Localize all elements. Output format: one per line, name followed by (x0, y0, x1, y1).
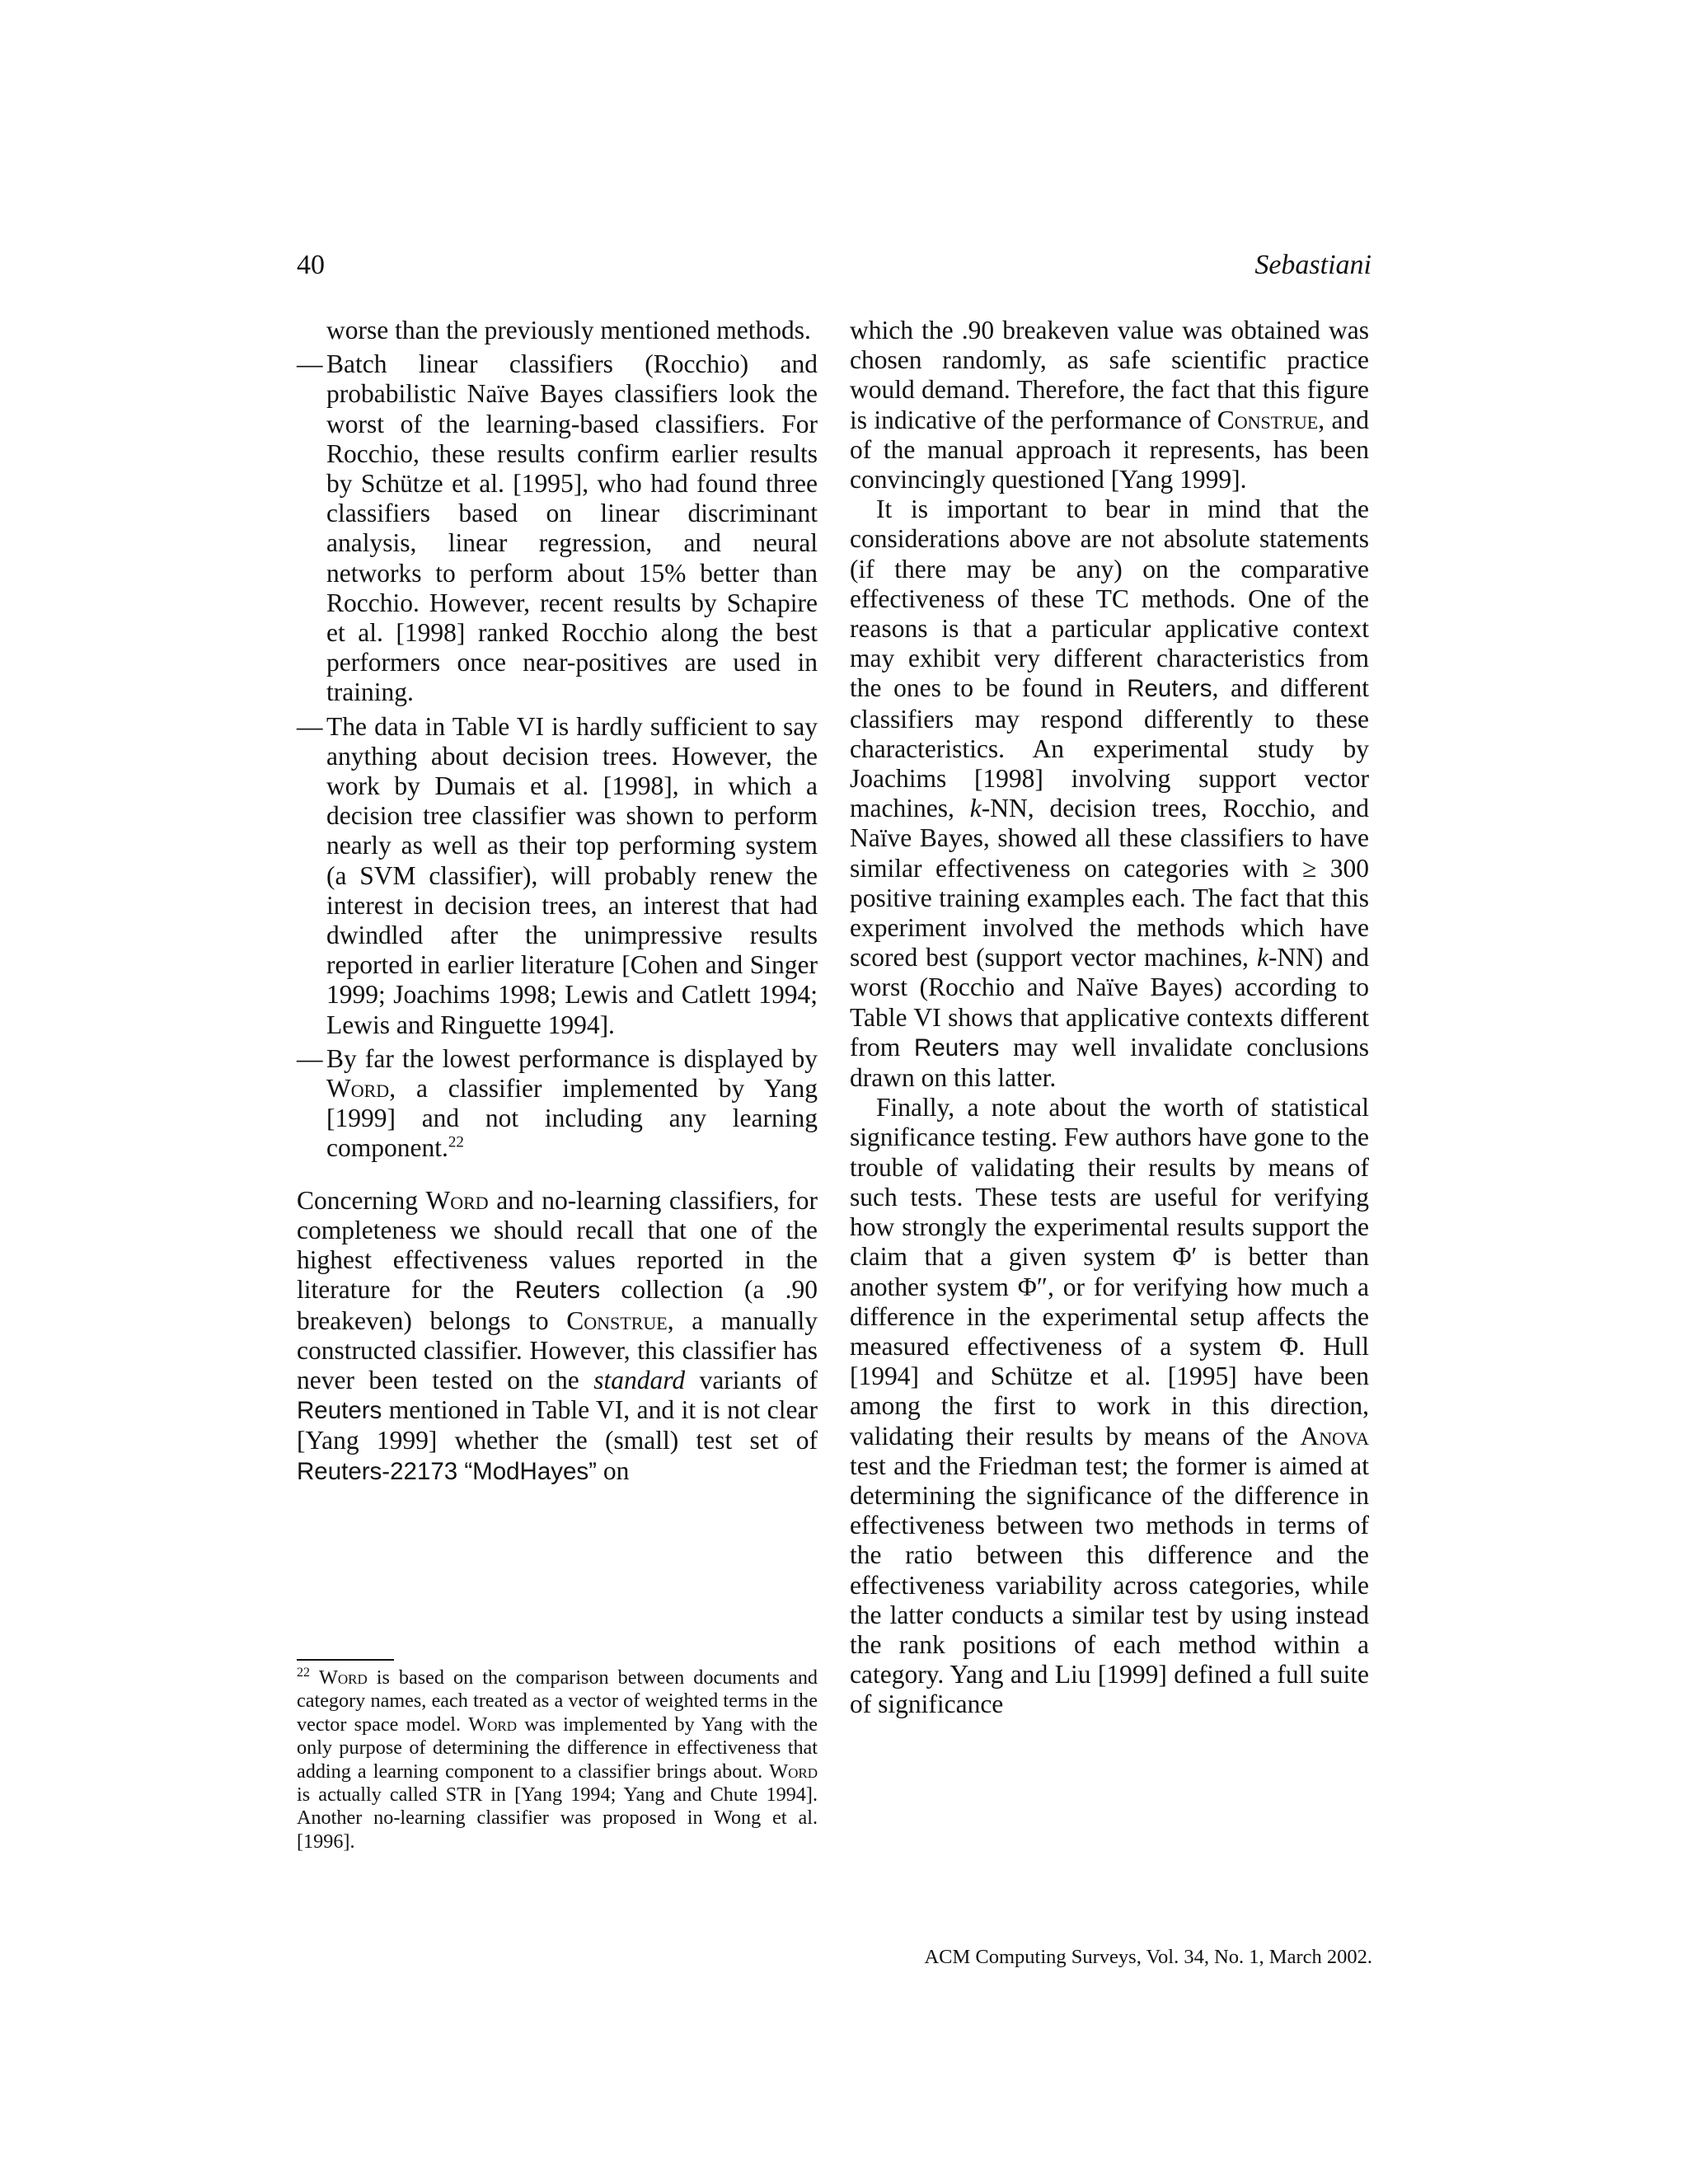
bullet-decision-trees (297, 712, 818, 1040)
paragraph-construe-questioned: which the .90 breakeven value was obtained was chosen randomly, as safe scientific practice would demand. Therefore, the fact that this figure is indicative of the performance of Construe, and of the manual approach it represents, has been convincingly questioned [Yang 1999]. (850, 316, 1369, 494)
dataset-name-reuters: Reuters (514, 1277, 601, 1305)
paragraph-word-construe: Concerning Word and no-learning classifiers, for completeness we should recall that one of the highest effectiveness values reported in the literature for the Reuters collection (a .90 breakeven) belongs to Construe, a manually constructed classifier. However, this classifier has never been tested on the standard variants of Reuters mentioned in Table VI, and it is not clear [Yang 1999] whether the (small) test set of Reuters-22173 “ModHayes” on (297, 1185, 818, 1485)
footnote-mark: 22 (297, 1665, 310, 1680)
bullet-dash: — (297, 711, 323, 741)
system-name-word: Word (425, 1185, 489, 1215)
bullet-text: The data in Table VI is hardly sufficient to say anything about decision trees. However, the work by Dumais et al. [1998], in which a decision tree classifier was shown to perform nearly as well as their top performing system (a SVM classifier), will probably renew the interest in decision trees, an interest that had dwindled after the unimpressive results reported in earlier literature [Cohen and Singer 1999; Joachims 1998; Lewis and Catlett 1994; Lewis and Ringuette 1994]. (326, 711, 818, 1039)
page-number: 40 (297, 250, 325, 280)
footnote-ref-22[interactable]: 22 (448, 1133, 464, 1151)
bullet-dash: — (297, 1043, 323, 1073)
footnote-22: $^{22}$ Word is based on the comparison between documents and category names, each treated as a vector of weighted terms in the vector space model. Word was implemented by Yang with the only purpose of determining the difference in effectiveness that adding a learning component to a classifier brings about. Word is actually called STR in [Yang 1994; Yang and Chute 1994]. Another no-learning classifier was proposed in Wong et al. [1996]. (297, 1665, 818, 1853)
journal-footer: ACM Computing Surveys, Vol. 34, No. 1, March 2002. (924, 1946, 1372, 1968)
paragraph-significance-testing: Finally, a note about the worth of statistical significance testing. Few authors have gone to the trouble of validating their results by means of such tests. These tests are useful for verifying how strongly the experimental results support the claim that a given system Φ′ is better than another system Φ″, or for verifying how much a difference in the experimental setup affects the measured effectiveness of a system Φ. Hull [1994] and Schütze et al. [1995] have been among the first to work in this direction, validating their results by means of the Anova test and the Friedman test; the former is aimed at determining the significance of the difference in effectiveness between two methods in terms of the ratio between this difference and the effectiveness variability across categories, while the latter conducts a similar test by using instead the rank positions of each method within a category. Yang and Liu [1999] defined a full suite of significance (850, 1093, 1369, 1719)
dataset-name-modhayes: Reuters-22173 “ModHayes” (297, 1457, 597, 1485)
bullet-text: By far the lowest performance is displayed by (326, 1043, 818, 1073)
bullet-rocchio-bayes (297, 349, 818, 707)
footnote-rule (297, 1659, 394, 1661)
system-name-construe: Construe (1217, 405, 1319, 434)
bullet-dash: — (297, 349, 323, 379)
system-name-word: Word (326, 1074, 390, 1104)
bullet-continuation: worse than the previously mentioned methods. (326, 316, 811, 344)
test-name-anova: Anova (1300, 1421, 1369, 1451)
dataset-name-reuters: Reuters (1127, 675, 1212, 703)
bullet-text: , a classifier implemented by Yang [1999] and not including any learning component. (326, 1074, 818, 1163)
emphasis-standard: standard (593, 1365, 686, 1394)
left-column (297, 316, 818, 1487)
paragraph-applicative-context: It is important to bear in mind that the considerations above are not absolute statements (if there may be any) on the comparative effectiveness of these TC methods. One of the reasons is that a particular applicative context may exhibit very different characteristics from the ones to be found in Reuters, and different classifiers may respond differently to these characteristics. An experimental study by Joachims [1998] involving support vector machines, k-NN, decision trees, Rocchio, and Naïve Bayes, showed all these classifiers to have similar effectiveness on categories with ≥ 300 positive training examples each. The fact that this experiment involved the methods which have scored best (support vector machines, k-NN) and worst (Rocchio and Naïve Bayes) according to Table VI shows that applicative contexts different from Reuters may well invalidate conclusions drawn on this latter. (850, 494, 1369, 1093)
right-column (850, 316, 1369, 1720)
bullet-word (297, 1044, 818, 1164)
dataset-name-reuters: Reuters (914, 1033, 1000, 1062)
bullet-list (297, 349, 818, 1163)
dataset-name-reuters: Reuters (297, 1397, 382, 1425)
bullet-text: Batch linear classifiers (Rocchio) and probabilistic Naïve Bayes classifiers look the worst of the learning-based classifiers. For Rocchio, these results confirm earlier results by Schütze et al. [1995], who had found three classifiers based on linear discriminant analysis, linear regression, and neural networks to perform about 15% better than Rocchio. However, recent results by Schapire et al. [1998] ranked Rocchio along the best performers once near-positives are used in training. (326, 349, 818, 707)
system-name-construe: Construe (566, 1305, 668, 1335)
running-head-author: Sebastiani (1254, 250, 1372, 280)
